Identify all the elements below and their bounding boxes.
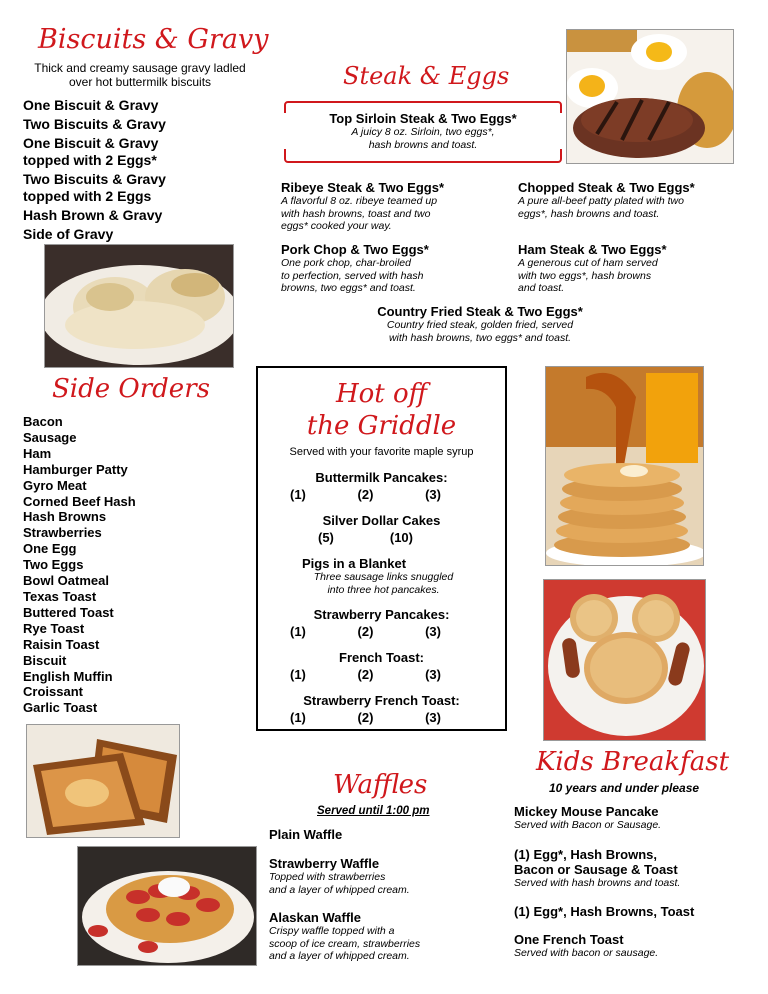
strawberry-french-sizes — [258, 710, 505, 725]
list-item: Hash Brown & Gravy — [23, 207, 163, 223]
pigs-desc2: into three hot pancakes. — [327, 583, 440, 596]
featured-steak-desc2: hash browns and toast. — [368, 138, 478, 151]
kids-subtitle: 10 years and under please — [549, 781, 700, 795]
list-item: Biscuit — [23, 652, 67, 668]
kids-french-item — [514, 932, 754, 960]
kids-french-desc: Served with bacon or sausage. — [514, 947, 659, 959]
country-desc2: with hash browns, two eggs* and toast. — [388, 331, 572, 344]
list-item: Gyro Meat — [23, 477, 87, 493]
list-item: Garlic Toast — [23, 700, 98, 716]
ribeye-desc2: with hash browns, toast and two — [281, 207, 431, 220]
chopped-desc2: eggs*, hash browns and toast. — [518, 207, 660, 220]
ribeye-desc3: eggs* cooked your way. — [281, 220, 392, 232]
strawberry-french-name: Strawberry French Toast: — [303, 693, 460, 708]
country-name: Country Fried Steak & Two Eggs* — [377, 304, 583, 319]
strawberry-waffle-desc2: and a layer of whipped cream. — [269, 883, 410, 896]
chopped-desc1: A pure all-beef patty plated with two — [518, 195, 684, 207]
list-item: One Egg — [23, 541, 77, 557]
list-item: Two Biscuits & Gravy — [23, 116, 166, 132]
strawberry-waffle-item — [269, 856, 489, 896]
list-item: One Biscuit & Gravy — [23, 135, 159, 151]
strawberry-waffle-name: Strawberry Waffle — [269, 856, 380, 871]
alaskan-waffle-desc1: Crispy waffle topped with a — [269, 925, 395, 937]
list-item: Side of Gravy — [23, 226, 114, 242]
steak-photo — [566, 29, 734, 164]
biscuits-subtitle — [14, 61, 266, 89]
list-item: Ham — [23, 445, 52, 461]
waffle-photo — [77, 846, 257, 966]
kids-title: Kids Breakfast — [536, 747, 730, 777]
mickey-desc: Served with Bacon or Sausage. — [514, 819, 662, 831]
porkchop-desc2: to perfection, served with hash — [281, 269, 424, 282]
biscuits-subtitle-line1: Thick and creamy sausage gravy ladled — [34, 61, 246, 75]
size-option: (3) — [425, 667, 441, 682]
mickey-name: Mickey Mouse Pancake — [514, 804, 659, 819]
size-option: (5) — [318, 530, 334, 545]
size-option: (1) — [290, 624, 306, 639]
kids-french-name: One French Toast — [514, 932, 624, 947]
list-item: Two Biscuits & Gravy — [23, 171, 166, 187]
list-item: Hash Browns — [23, 509, 107, 525]
ribeye-name: Ribeye Steak & Two Eggs* — [281, 180, 445, 195]
size-option: (1) — [290, 710, 306, 725]
list-item: topped with 2 Eggs — [23, 188, 152, 204]
featured-steak-name: Top Sirloin Steak & Two Eggs* — [329, 111, 517, 126]
size-option: (1) — [290, 667, 306, 682]
list-item: Bowl Oatmeal — [23, 573, 109, 589]
griddle-box — [256, 366, 507, 731]
list-item: English Muffin — [23, 668, 113, 684]
list-item: Croissant — [23, 684, 83, 700]
ribeye-item — [281, 180, 501, 233]
list-item: Buttered Toast — [23, 604, 114, 620]
list-item: Hamburger Patty — [23, 461, 128, 477]
country-desc1: Country fried steak, golden fried, served — [386, 319, 574, 331]
featured-steak-desc1: A juicy 8 oz. Sirloin, two eggs*, — [351, 126, 495, 138]
griddle-title-line2: the Griddle — [306, 411, 457, 441]
mickey-item — [514, 804, 754, 832]
french-toast-name: French Toast: — [339, 650, 424, 665]
sides-list — [23, 414, 136, 716]
chopped-item — [518, 180, 758, 220]
list-item: One Biscuit & Gravy — [23, 97, 159, 113]
sides-title: Side Orders — [52, 374, 210, 404]
list-item: Bacon — [23, 414, 63, 429]
porkchop-desc3: browns, two eggs* and toast. — [281, 282, 416, 294]
alaskan-waffle-desc3: and a layer of whipped cream. — [269, 950, 410, 962]
biscuits-list — [23, 96, 166, 244]
mickey-photo — [543, 579, 706, 741]
list-item: Raisin Toast — [23, 636, 100, 652]
ham-name: Ham Steak & Two Eggs* — [518, 242, 667, 257]
size-option: (3) — [425, 624, 441, 639]
griddle-title-line1: Hot off — [335, 379, 428, 409]
list-item: Texas Toast — [23, 588, 97, 604]
pancakes-photo — [545, 366, 704, 566]
porkchop-item — [281, 242, 501, 295]
kids-egg-desc: Served with hash browns and toast. — [514, 877, 681, 889]
alaskan-waffle-item — [269, 910, 489, 963]
size-option: (2) — [357, 487, 374, 502]
silver-sizes — [258, 530, 505, 545]
size-option: (2) — [357, 624, 374, 639]
biscuits-title: Biscuits & Gravy — [38, 24, 269, 55]
toast-photo — [26, 724, 180, 838]
waffles-served: Served until 1:00 pm — [317, 805, 430, 817]
biscuits-photo — [44, 244, 234, 368]
size-option: (1) — [290, 487, 306, 502]
strawberry-pancakes-name: Strawberry Pancakes: — [313, 607, 450, 622]
list-item: Sausage — [23, 429, 77, 445]
buttermilk-name: Buttermilk Pancakes: — [315, 470, 448, 485]
pigs-name: Pigs in a Blanket — [302, 556, 407, 571]
griddle-title — [258, 378, 505, 442]
list-item: Two Eggs — [23, 557, 84, 573]
pigs-desc1: Three sausage links snuggled — [313, 571, 454, 583]
size-option: (10) — [389, 530, 413, 545]
waffles-title: Waffles — [333, 770, 428, 800]
ham-item — [518, 242, 738, 295]
griddle-subtitle: Served with your favorite maple syrup — [289, 446, 474, 458]
kids-egg-name2: Bacon or Sausage & Toast — [514, 862, 678, 877]
biscuits-subtitle-line2: over hot buttermilk biscuits — [68, 75, 212, 89]
chopped-name: Chopped Steak & Two Eggs* — [518, 180, 695, 195]
country-item — [340, 304, 620, 344]
ribeye-desc1: A flavorful 8 oz. ribeye teamed up — [281, 195, 438, 207]
plain-waffle: Plain Waffle — [269, 827, 343, 842]
alaskan-waffle-name: Alaskan Waffle — [269, 910, 361, 925]
size-option: (2) — [357, 710, 374, 725]
buttermilk-sizes — [258, 487, 505, 502]
french-toast-sizes — [258, 667, 505, 682]
porkchop-name: Pork Chop & Two Eggs* — [281, 242, 429, 257]
kids-egg-name1: (1) Egg*, Hash Browns, — [514, 847, 658, 862]
steak-title: Steak & Eggs — [343, 62, 510, 90]
size-option: (3) — [425, 710, 441, 725]
list-item: Strawberries — [23, 525, 102, 541]
size-option: (3) — [425, 487, 441, 502]
alaskan-waffle-desc2: scoop of ice cream, strawberries — [269, 937, 421, 950]
kids-egg-item — [514, 847, 754, 890]
size-option: (2) — [357, 667, 374, 682]
strawberry-pancakes-sizes — [258, 624, 505, 639]
ham-desc3: and toast. — [518, 282, 565, 294]
list-item: Rye Toast — [23, 620, 85, 636]
list-item: topped with 2 Eggs* — [23, 152, 157, 168]
porkchop-desc1: One pork chop, char-broiled — [281, 257, 411, 269]
ham-desc2: with two eggs*, hash browns — [518, 269, 652, 282]
featured-steak-box — [284, 101, 562, 163]
silver-name: Silver Dollar Cakes — [322, 513, 441, 528]
ham-desc1: A generous cut of ham served — [518, 257, 658, 269]
list-item: Corned Beef Hash — [23, 493, 136, 509]
kids-egg2-name: (1) Egg*, Hash Browns, Toast — [514, 904, 695, 919]
strawberry-waffle-desc1: Topped with strawberries — [269, 871, 386, 883]
